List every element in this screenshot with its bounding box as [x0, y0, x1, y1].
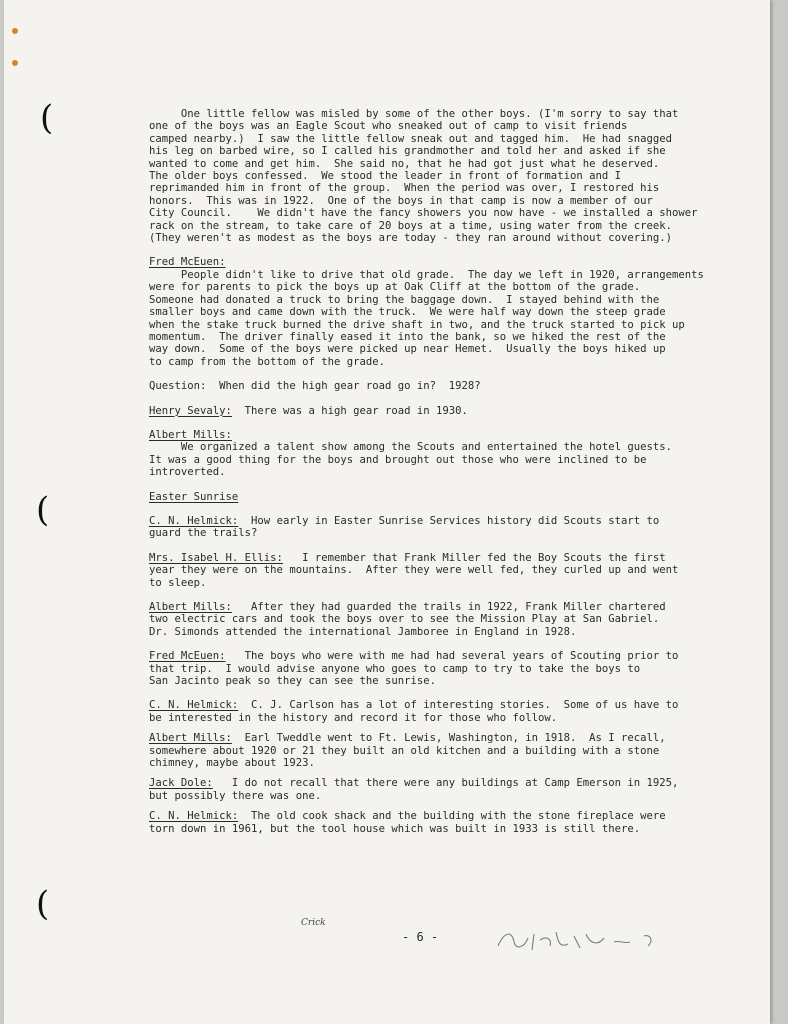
binder-hole-mark: (: [36, 490, 50, 530]
speaker-name: Henry Sevaly:: [149, 404, 232, 417]
handwritten-note: Crick: [301, 918, 326, 928]
speaker-name: Albert Mills:: [149, 428, 232, 441]
transcript-body: [149, 108, 709, 835]
entry-text: There was a high gear road in 1930.: [231, 404, 468, 417]
dialogue-entry: [149, 777, 709, 802]
speaker-name: Fred McEuen:: [149, 650, 226, 663]
entry-text: After they had guarded the trails in 1922, Frank Miller chartered two electric cars and took the boys over to see the Mission Play at San Gabriel. Dr. Simonds attended the international Jamboree in England in 1928.: [149, 601, 666, 638]
paragraph: People didn't like to drive that old grade. The day we left in 1920, arrangements were for parents to pick the boys up at Oak Cliff at the bottom of the grade. Someone had donated a truck to bring the baggage down. I stayed behind with the smaller boys and came down with the truck. We were half way down the steep grade when the stake truck burned the drive shaft in two, and the truck started to pick up momentum. The driver finally eased it into the bank, so we hiked the rest of the way down. Some of the boys were picked up near Hemet. Usually the boys hiked up to camp from the bottom of the grade.: [149, 268, 704, 368]
dialogue-entry: [149, 515, 709, 540]
speaker-label: [149, 429, 709, 441]
handwritten-signature: [494, 926, 684, 954]
paragraph: One little fellow was misled by some of the other boys. (I'm sorry to say that one of the boys was an Eagle Scout who sneaked out of camp to visit friends camped nearby.) I saw the little fellow sneak out and tagged him. He had snagged his leg on barbed wire, so I called his grandmother and told her and asked if she wanted to come and get him. She said no, that he had got just what he deserved. The older boys confessed. We stood the leader in front of formation and I reprimanded him in front of the group. When the period was over, I restored his honors. This was in 1922. One of the boys in that camp is now a member of our City Council. We didn't have the fancy showers you now have - we installed a shower rack on the stream, to take care of 20 boys at a time, using water from the creek. (They weren't as modest as the boys are today - they ran around without covering.): [149, 108, 698, 245]
speaker-name: Fred McEuen:: [149, 256, 226, 269]
question-line: Question: When did the high gear road go in? 1928?: [149, 380, 481, 393]
binder-hole-mark: (: [40, 98, 54, 138]
speaker-name: Mrs. Isabel H. Ellis:: [149, 551, 283, 564]
dialogue-entry: [149, 699, 709, 724]
entry-text: I do not recall that there were any buildings at Camp Emerson in 1925, but possibly there was one.: [149, 777, 679, 802]
entry-text: How early in Easter Sunrise Services history did Scouts start to guard the trails?: [149, 514, 660, 540]
paragraph: We organized a talent show among the Scouts and entertained the hotel guests. It was a good thing for the boys and brought out those who were inclined to be introverted.: [149, 441, 672, 479]
dialogue-entry: [149, 552, 709, 589]
entry-text: I remember that Frank Miller fed the Boy Scouts the first year they were on the mountains. After they were well fed, they curled up and went to sleep.: [149, 551, 679, 589]
speaker-name: Albert Mills:: [149, 601, 232, 613]
section-heading: [149, 491, 709, 503]
stain-mark: [12, 60, 18, 66]
speaker-name: C. N. Helmick:: [149, 810, 239, 823]
speaker-name: Jack Dole:: [149, 777, 213, 790]
dialogue-entry: [149, 732, 709, 769]
speaker-name: C. N. Helmick:: [149, 699, 239, 712]
entry-text: Earl Tweddle went to Ft. Lewis, Washington, in 1918. As I recall, somewhere about 1920 or 21 they built an old kitchen and a building with a stone chimney, maybe about 1923.: [149, 732, 666, 770]
dialogue-entry: [149, 650, 709, 687]
dialogue-entry: [149, 601, 709, 638]
section-heading-text: Easter Sunrise: [149, 490, 239, 503]
document-page: [4, 0, 770, 1024]
dialogue-entry: [149, 810, 709, 835]
entry-text: C. J. Carlson has a lot of interesting stories. Some of us have to be interested in the history and record it for those who follow.: [149, 699, 679, 724]
speaker-label: [149, 256, 709, 268]
entry-text: The old cook shack and the building with the stone fireplace were torn down in 1961, but the tool house which was built in 1933 is still there.: [149, 810, 666, 835]
stain-mark: [12, 28, 18, 34]
speaker-name: C. N. Helmick:: [149, 514, 239, 527]
entry-text: The boys who were with me had had several years of Scouting prior to that trip. I would advise anyone who goes to camp to try to take the boys to San Jacinto peak so they can see the sunrise.: [149, 650, 679, 688]
page-number: - 6 -: [402, 930, 439, 944]
dialogue-entry: [149, 405, 709, 417]
binder-hole-mark: (: [36, 884, 50, 924]
speaker-name: Albert Mills:: [149, 732, 232, 745]
